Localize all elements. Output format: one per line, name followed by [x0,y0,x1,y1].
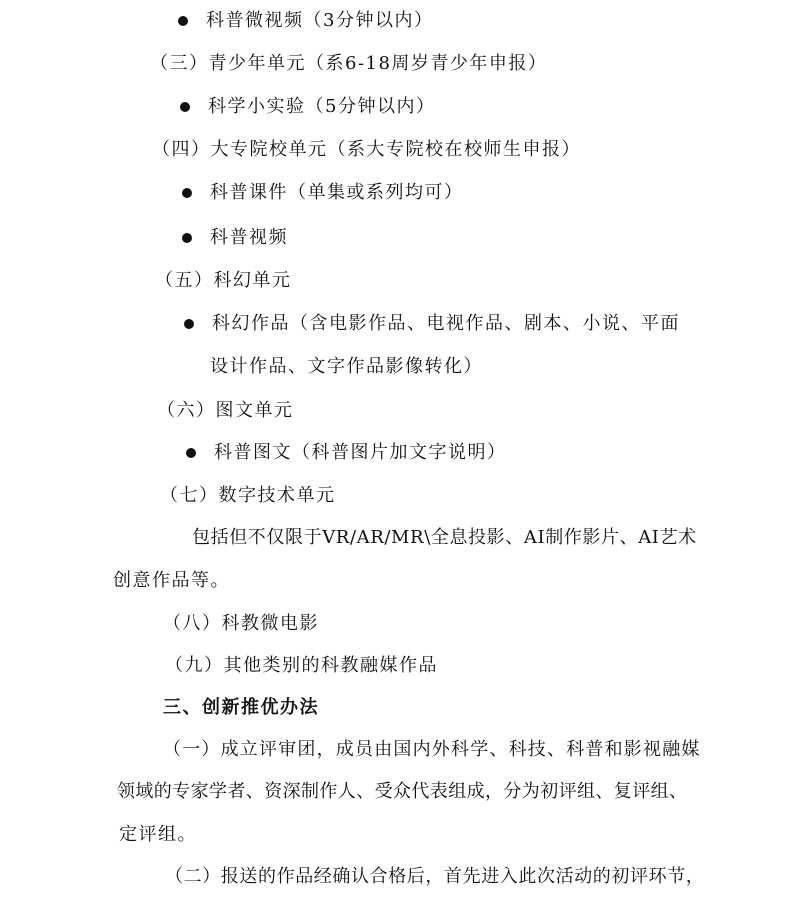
bullet-text: 科普视频 [210,227,288,248]
bullet-dot [184,319,194,329]
bullet-continuation: 设计作品、文字作品影像转化） [210,356,483,377]
bullet-dot [186,448,196,458]
bullet-item-courseware [182,181,464,205]
section-heading-digital: （七）数字技术单元 [160,485,336,506]
paragraph-submission-line-1: （二）报送的作品经确认合格后，首先进入此次活动的初评环节， [165,866,705,887]
bullet-item-scifi-works [184,312,680,336]
bullet-item-graphic-text [186,441,507,465]
paragraph-digital-line-2: 创意作品等。 [113,570,230,591]
bullet-dot [182,188,192,198]
bullet-item-video [182,226,288,250]
paragraph-jury-line-2: 领域的专家学者、资深制作人、受众代表组成，分为初评组、复评组、 [117,781,688,802]
bullet-text: 科普图文（科普图片加文字说明） [214,442,507,463]
paragraph-jury-line-1: （一）成立评审团，成员由国内外科学、科技、科普和影视融媒 [163,739,701,760]
section-heading-youth: （三）青少年单元（系6-18周岁青少年申报） [150,53,548,74]
bullet-dot [178,16,188,26]
bullet-text: 科幻作品（含电影作品、电视作品、剧本、小说、平面 [212,313,680,334]
bullet-dot [182,233,192,243]
bullet-text: 科普微视频（3分钟以内） [206,10,434,31]
bullet-item-experiment [180,95,435,119]
section-heading-micro-film: （八）科教微电影 [163,613,319,634]
bullet-text: 科学小实验（5分钟以内） [208,96,436,117]
bullet-dot [180,102,190,112]
chapter-heading-innovation: 三、创新推优办法 [163,697,319,718]
section-heading-graphic: （六）图文单元 [157,400,294,421]
paragraph-jury-line-3: 定评组。 [119,824,197,845]
bullet-item-micro-video [178,9,433,33]
section-heading-other: （九）其他类别的科教融媒作品 [165,655,438,676]
section-heading-scifi: （五）科幻单元 [155,270,292,291]
paragraph-digital-line-1: 包括但不仅限于VR/AR/MR\全息投影、AI制作影片、AI艺术 [192,527,697,548]
section-heading-college: （四）大专院校单元（系大专院校在校师生申报） [152,139,581,160]
bullet-text: 科普课件（单集或系列均可） [210,182,464,203]
